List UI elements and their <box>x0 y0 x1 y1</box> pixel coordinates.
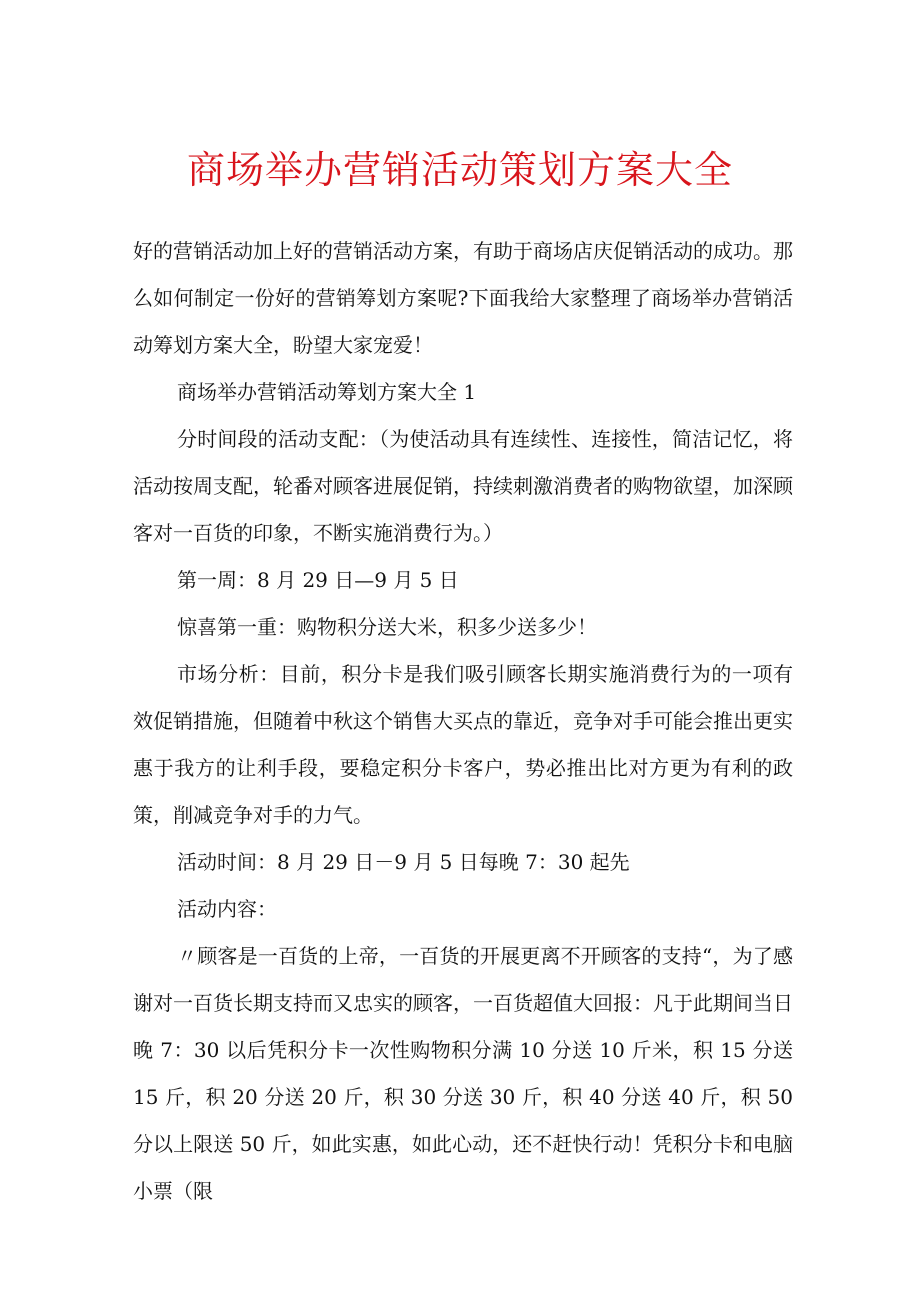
section-heading: 商场举办营销活动筹划方案大全 1 <box>177 380 477 404</box>
activity-time: 活动时间：8 月 29 日－9 月 5 日每晚 7：30 起先 <box>177 850 630 874</box>
surprise-one-heading: 惊喜第一重：购物积分送大米，积多少送多少！ <box>177 615 597 639</box>
activity-content-label: 活动内容： <box>177 897 277 921</box>
document-body <box>133 228 793 1215</box>
week-one-dates: 第一周：8 月 29 日—9 月 5 日 <box>177 568 459 592</box>
market-analysis-paragraph: 市场分析：目前，积分卡是我们吸引顾客长期实施消费行为的一项有效促销措施，但随着中秋这个销售大买点的靠近，竞争对手可能会推出更实惠于我方的让利手段，要稳定积分卡客户，势必推出比对方更为有利的政策，削减竞争对手的力气。 <box>133 662 793 827</box>
document-title: 商场举办营销活动策划方案大全 <box>186 148 733 192</box>
schedule-paragraph: 分时间段的活动支配：（为使活动具有连续性、连接性，简洁记忆，将活动按周支配，轮番对顾客进展促销，持续刺激消费者的购物欲望，加深顾客对一百货的印象，不断实施消费行为。） <box>133 427 793 545</box>
intro-paragraph: 好的营销活动加上好的营销活动方案，有助于商场店庆促销活动的成功。那么如何制定一份好的营销筹划方案呢?下面我给大家整理了商场举办营销活动筹划方案大全，盼望大家宠爱！ <box>133 239 793 357</box>
activity-details-paragraph: 〃顾客是一百货的上帝，一百货的开展更离不开顾客的支持“，为了感谢对一百货长期支持而又忠实的顾客，一百货超值大回报：凡于此期间当日晚 7：30 以后凭积分卡一次性购物积分满 10 分送 10 斤米，积 15 分送 15 斤，积 20 分送 20 斤，积 30 分送 30 斤，积 40 分送 40 斤，积 50 分以上限送 50 斤，如此实惠，如此心动，还不赶快行动！凭积分卡和电脑小票（限 <box>133 944 793 1203</box>
